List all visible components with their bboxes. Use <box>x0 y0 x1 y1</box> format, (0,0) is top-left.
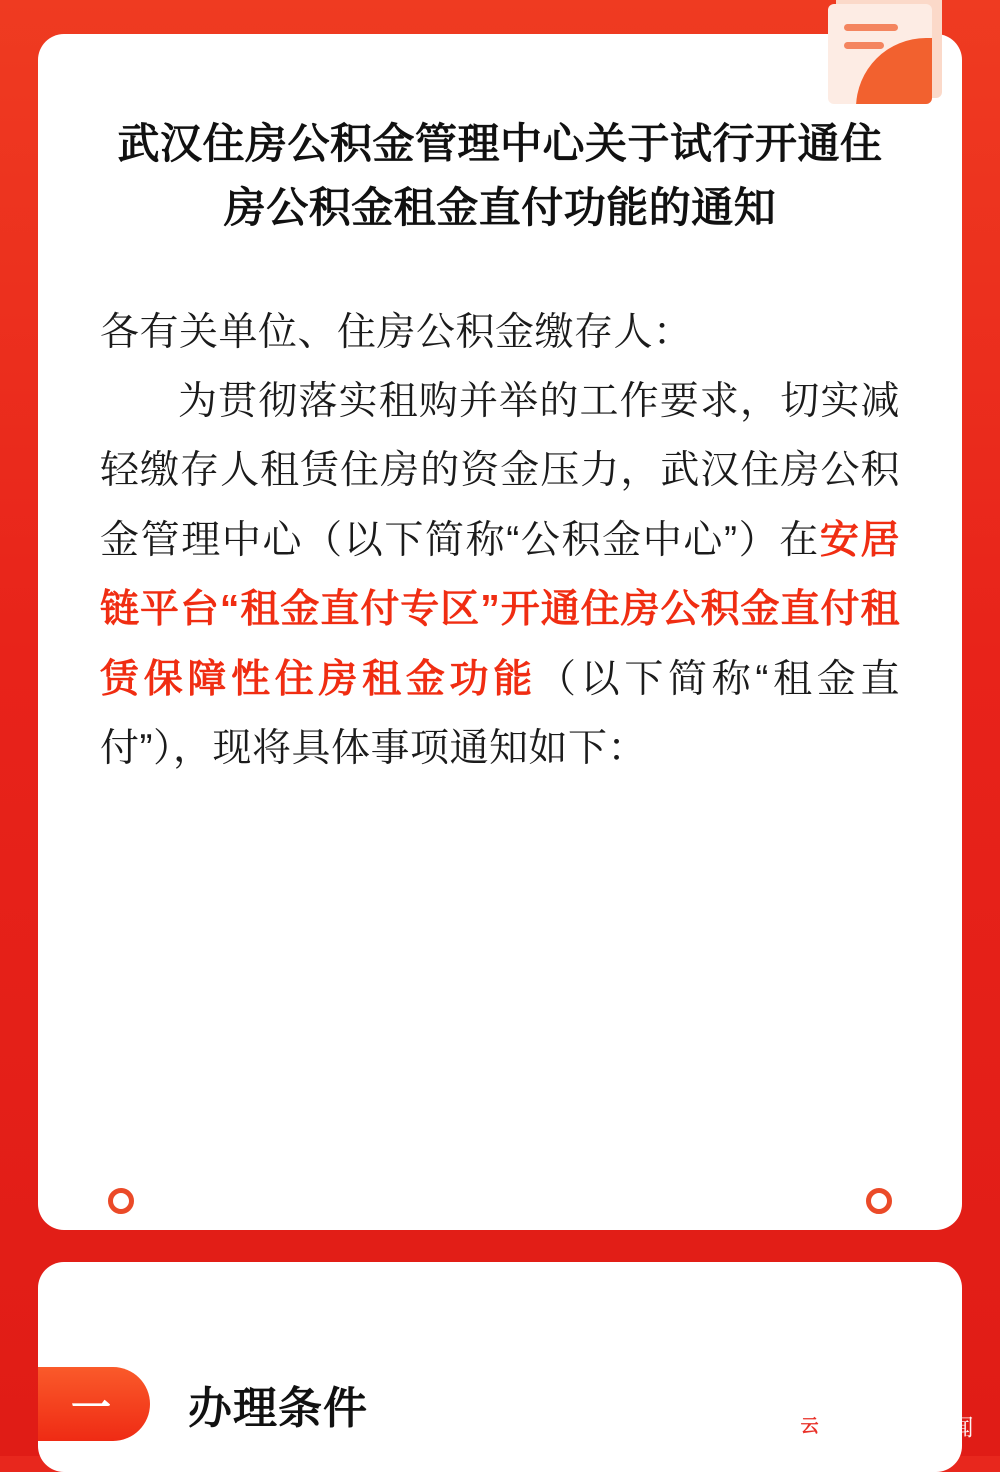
section-number-badge: 一 <box>38 1367 150 1441</box>
paragraph-tail: （以下简称“租金直付”），现将具体事项通知如下： <box>100 657 900 771</box>
watermark <box>795 1409 974 1442</box>
body-paragraph <box>100 367 900 783</box>
watermark-handle: @长江云新闻 <box>832 1414 974 1440</box>
document-icon-front-sheet <box>828 4 932 104</box>
document-icon-line <box>844 42 884 49</box>
document-icon <box>828 0 952 106</box>
perforation-dot-right <box>866 1188 892 1214</box>
notice-body <box>100 298 900 784</box>
watermark-logo-icon: 云 <box>795 1411 825 1441</box>
salutation-line: 各有关单位、住房公积金缴存人： <box>100 310 693 354</box>
page-title: 武汉住房公积金管理中心关于试行开通住房公积金租金直付功能的通知 <box>117 120 883 231</box>
section-title: 办理条件 <box>188 1384 368 1433</box>
paragraph-highlight: 安居链平台“租金直付专区”开通住房公积金直付租赁保障性住房租金功能 <box>100 518 900 701</box>
notice-card <box>38 34 962 1230</box>
document-icon-line <box>844 24 898 31</box>
perforation-dot-left <box>108 1188 134 1214</box>
paragraph-lead: 为贯彻落实租购并举的工作要求，切实减轻缴存人租赁住房的资金压力，武汉住房公积金管理中心（以下简称“公积金中心”）在 <box>100 380 900 562</box>
